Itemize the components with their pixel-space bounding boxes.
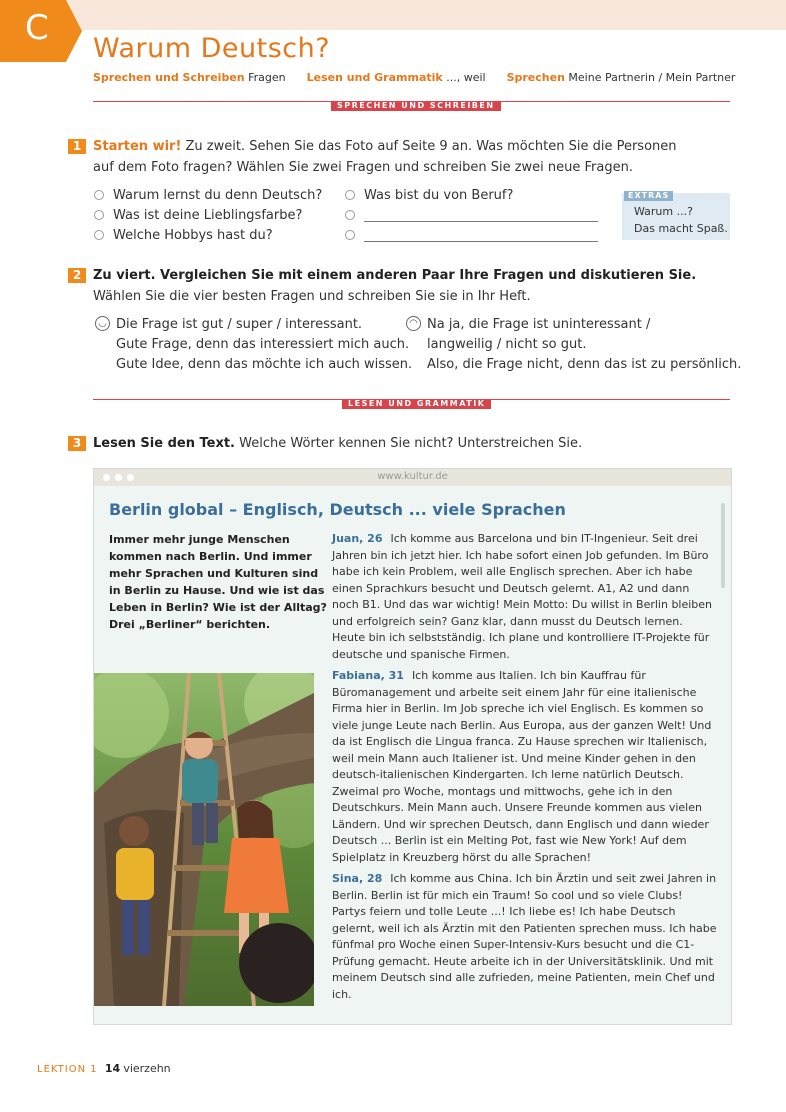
post-text: Ich komme aus Barcelona und bin IT-Ingenieur. Seit drei Jahren bin ich jetzt hier. Ich habe sofort einen Job gefunden. Im Büro habe ich kein Problem, weil alle Englisch sprechen. Aber ich habe einen Sprachkurs besucht und Deutsch gelernt. A1, A2 und dann noch B1. Und das war wichtig! Mein Motto: Du willst in Berlin bleiben und erfolgreich sein? Ganz klar, dann musst du Deutsch lernen. Heute bin ich selbstständig. Ich plane und kontrolliere IT-Projekte für deutsche und spanische Firmen. — [332, 532, 713, 661]
article-title: Berlin global – Englisch, Deutsch ... viele Sprachen — [109, 500, 566, 519]
extras-line: Das macht Spaß. — [634, 222, 728, 235]
blank-option[interactable] — [345, 228, 598, 243]
task-number: 2 — [68, 268, 86, 283]
top-band — [0, 0, 786, 30]
task2-lead: Zu viert. Vergleichen Sie mit einem anderen Paar Ihre Fragen und diskutieren Sie. — [93, 268, 697, 283]
option-item[interactable]: Warum lernst du denn Deutsch? — [94, 188, 322, 203]
skill-label: Sprechen — [506, 71, 565, 84]
post-author: Juan, 26 — [332, 532, 383, 545]
write-line[interactable] — [364, 230, 598, 242]
radio-circle-icon[interactable] — [94, 230, 104, 240]
radio-circle-icon[interactable] — [345, 210, 355, 220]
children-playground-photo — [94, 673, 314, 1006]
divider-label: SPRECHEN UND SCHREIBEN — [331, 101, 501, 111]
post-author: Fabiana, 31 — [332, 669, 404, 682]
skill-topic: Fragen — [248, 71, 286, 84]
positive-phrases: Die Frage ist gut / super / interessant. Gute Frage, denn das interessiert mich auch. Gute Idee, denn das möchte ich auch wissen. — [116, 317, 413, 372]
scrollbar[interactable] — [721, 503, 725, 588]
option-item[interactable]: Welche Hobbys hast du? — [94, 228, 273, 243]
footer — [37, 1062, 171, 1075]
post-text: Ich komme aus China. Ich bin Ärztin und seit zwei Jahren in Berlin. Berlin ist für mich ein Traum! So cool und so viele Clubs! Partys feiern und tolle Leute ...! Ich liebe es! Ich habe Deutsch gelernt, weil ich als Ärztin mit den Patienten sprechen muss. Ich habe fünfmal pro Woche einen Super-Intensiv-Kurs besucht und die C1-Prüfung gemacht. Heute arbeite ich in der Universitätsklinik. Und mit meinem Deutsch sind alle zufrieden, meine Patienten, mein Chef und ich. — [332, 872, 717, 1001]
smiley-sad-icon: ◠ — [406, 316, 421, 331]
option-item[interactable]: Was ist deine Lieblingsfarbe? — [94, 208, 302, 223]
post — [332, 871, 717, 1003]
extras-box — [622, 193, 730, 240]
task3-instructions — [93, 433, 582, 454]
task1-instructions — [93, 136, 677, 178]
radio-circle-icon[interactable] — [345, 190, 355, 200]
post-author: Sina, 28 — [332, 872, 383, 885]
task2-instructions — [93, 265, 696, 307]
post — [332, 531, 717, 663]
task3-rest: Welche Wörter kennen Sie nicht? Unterstreichen Sie. — [235, 436, 583, 451]
task-number: 1 — [68, 139, 86, 154]
task1-line1: Zu zweit. Sehen Sie das Foto auf Seite 9 an. Was möchten Sie die Personen — [181, 139, 677, 154]
skill-label: Sprechen und Schreiben — [93, 71, 245, 84]
lesson-label: LEKTION 1 — [37, 1064, 98, 1075]
task1-lead: Starten wir! — [93, 139, 182, 154]
extras-line: Warum ...? — [634, 205, 693, 218]
browser-bar — [94, 469, 731, 486]
skill-label: Lesen und Grammatik — [306, 71, 443, 84]
task2-line2: Wählen Sie die vier besten Fragen und schreiben Sie sie in Ihr Heft. — [93, 289, 531, 304]
write-line[interactable] — [364, 210, 598, 222]
radio-circle-icon[interactable] — [94, 210, 104, 220]
page-word: vierzehn — [123, 1062, 171, 1075]
page-number: 14 — [104, 1062, 121, 1075]
negative-phrases: Na ja, die Frage ist uninteressant / langweilig / nicht so gut. Also, die Frage nicht, denn das ist zu persönlich. — [427, 317, 742, 372]
skill-topic: Meine Partnerin / Mein Partner — [568, 71, 736, 84]
radio-circle-icon[interactable] — [345, 230, 355, 240]
smiley-happy-icon: ◡ — [95, 316, 110, 331]
url-bar[interactable]: www.kultur.de — [377, 471, 448, 482]
article-window — [93, 468, 732, 1025]
task1-line2: auf dem Foto fragen? Wählen Sie zwei Fragen und schreiben Sie zwei neue Fragen. — [93, 160, 633, 175]
section-letter: C — [25, 8, 49, 48]
radio-circle-icon[interactable] — [94, 190, 104, 200]
article-intro: Immer mehr junge Menschen kommen nach Berlin. Und immer mehr Sprachen und Kulturen sind in Berlin zu Hause. Und wie ist das Leben in Berlin? Wie ist der Alltag? Drei „Berliner“ berichten. — [109, 533, 327, 631]
task-number: 3 — [68, 436, 86, 451]
extras-tag: EXTRAS — [624, 191, 673, 201]
blank-option[interactable] — [345, 208, 598, 223]
article-posts — [332, 531, 717, 1008]
skill-topic: ..., weil — [446, 71, 486, 84]
page-title: Warum Deutsch? — [93, 33, 331, 64]
post-text: Ich komme aus Italien. Ich bin Kauffrau für Büromanagement und arbeite seit einem Jahr für eine italienische Firma hier in Berlin. Im Job spreche ich viel Englisch. Es kommen so viele junge Leute nach Berlin. Aus Europa, aus der ganzen Welt! Und da ist Englisch die Lingua franca. Zu Hause sprechen wir Italienisch, weil mein Mann auch Italiener ist. Und meine Kinder gehen in den deutsch-italienischen Kindergarten. Ich lerne natürlich Deutsch. Zweimal pro Woche, montags und mittwochs, gehe ich in den Deutschkurs. Mein Mann auch. Unsere Freunde kommen aus vielen Ländern. Und wir sprechen Deutsch, dann Englisch und dann wieder Deutsch ... Berlin ist ein Melting Pot, fast wie New York! Auf dem Spielplatz in Kreuzberg hörst du alle Sprachen! — [332, 669, 712, 864]
skills-line — [93, 71, 735, 84]
option-item[interactable]: Was bist du von Beruf? — [345, 188, 513, 203]
task3-lead: Lesen Sie den Text. — [93, 436, 235, 451]
post — [332, 668, 717, 866]
divider-label: LESEN UND GRAMMATIK — [342, 399, 491, 409]
